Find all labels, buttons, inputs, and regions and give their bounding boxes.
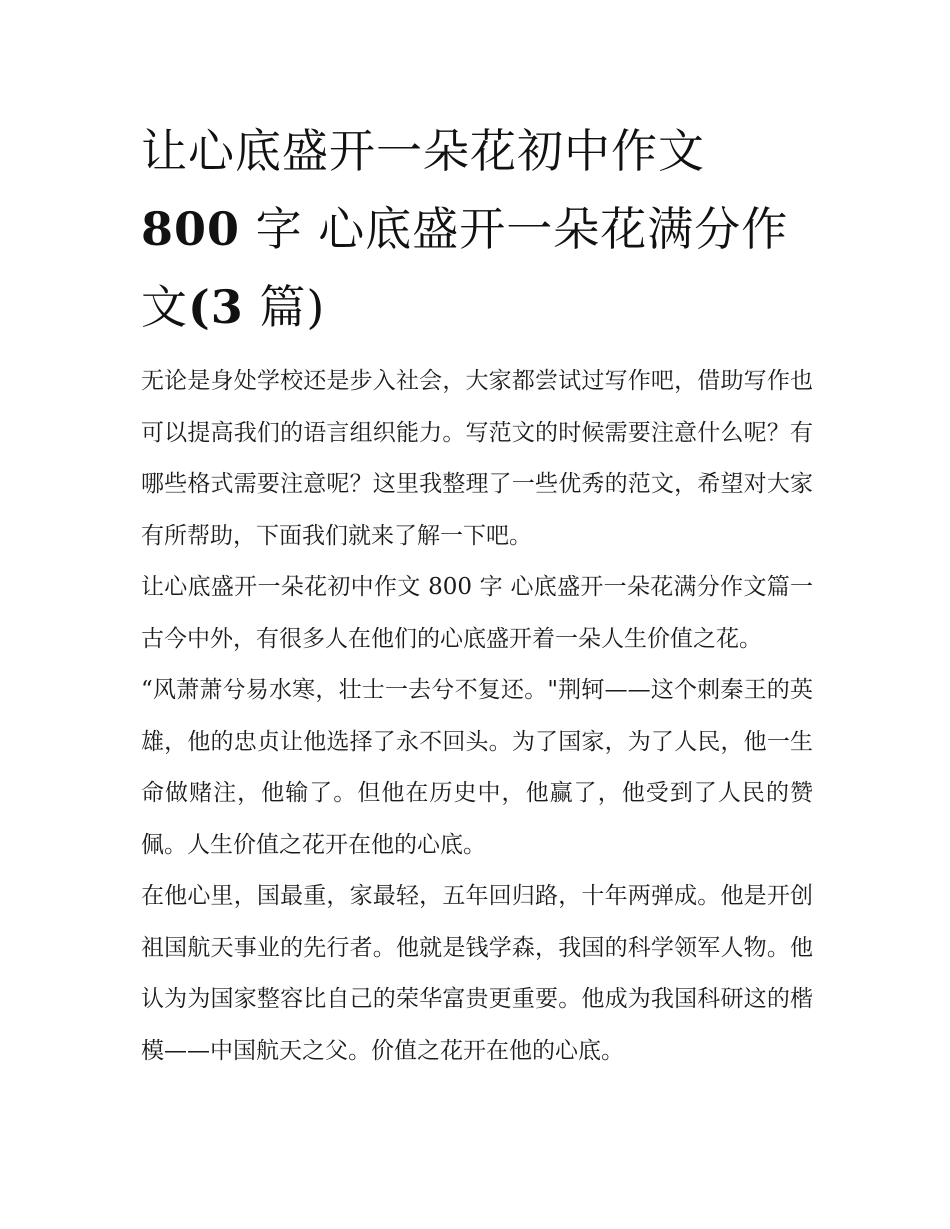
title-count: (3 [188, 280, 244, 334]
paragraph-qian-xuesen: 在他心里，国最重，家最轻，五年回归路，十年两弹成。他是开创祖国航天事业的先行者。他就是钱学森，我国的科学领军人物。他认为为国家整容比自己的荣华富贵更重要。他成为我国科研这的楷模——中国航天之父。价值之花开在他的心底。 [141, 883, 813, 1064]
paragraph-intro: 无论是身处学校还是步入社会，大家都尝试过写作吧，借助写作也可以提高我们的语言组织能力。写范文的时候需要注意什么呢？有哪些格式需要注意呢？这里我整理了一些优秀的范文，希望对大家有所帮助，下面我们就来了解一下吧。 [141, 368, 813, 549]
title-number: 800 [141, 202, 241, 256]
title-text-2: 字 心底盛开一朵花满分作 [255, 202, 789, 256]
document-page [141, 112, 813, 1077]
title-text-4: 篇) [259, 280, 326, 334]
title-text-3: 文 [141, 280, 188, 334]
document-body [141, 356, 813, 1077]
title-text-1: 让心底盛开一朵花初中作文 [141, 124, 705, 178]
document-title [141, 112, 813, 346]
paragraph-heading: 让心底盛开一朵花初中作文 800 字 心底盛开一朵花满分作文篇一 古今中外，有很多人在他们的心底盛开着一朵人生价值之花。 [141, 574, 813, 652]
paragraph-jingke: “风萧萧兮易水寒，壮士一去兮不复还。"荆轲——这个刺秦王的英雄，他的忠贞让他选择了永不回头。为了国家，为了人民，他一生命做赌注，他输了。但他在历史中，他赢了，他受到了人民的赞佩。人生价值之花开在他的心底。 [141, 677, 813, 858]
